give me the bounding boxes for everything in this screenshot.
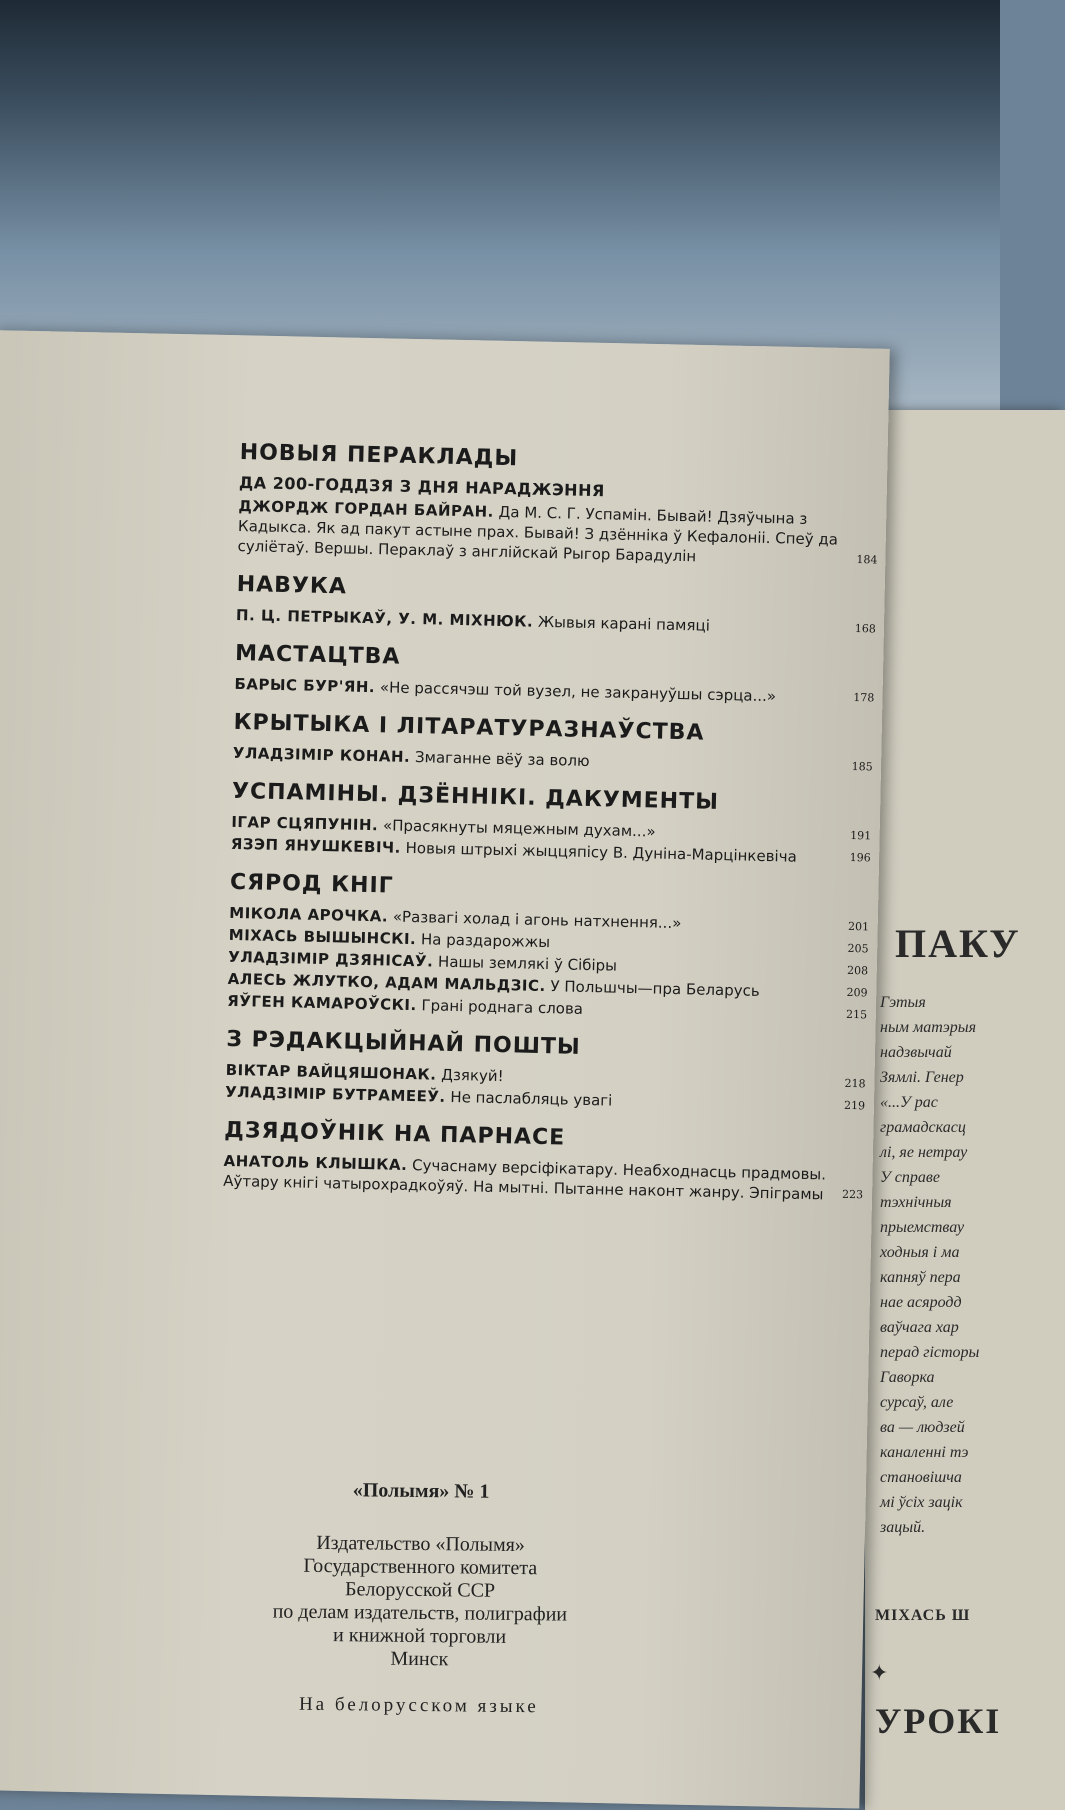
entry-title: Новыя штрыхі жыццяпісу В. Дуніна-Марцінкевіча xyxy=(405,838,797,866)
toc-entry xyxy=(234,674,874,709)
entry-title: «Развагі холад і агонь натхнення...» xyxy=(392,907,682,933)
publisher-line: Издательство «Полымя» xyxy=(316,1531,525,1557)
entry-title: Нашы землякі ў Сібіры xyxy=(437,952,618,975)
entry-title: У Польшчы—пра Беларусь xyxy=(550,977,760,1000)
entry-author: АЛЕСЬ ЖЛУТКО, АДАМ МАЛЬДЗІС. xyxy=(227,969,546,996)
entry-title: «Не рассячэш той вузел, не закрануўшы сэрца...» xyxy=(379,678,777,706)
entry-author: АНАТОЛЬ КЛЫШКА. xyxy=(223,1151,408,1174)
imprint xyxy=(199,1478,641,1720)
toc-section xyxy=(237,440,879,570)
right-page-line: сурсаў, але xyxy=(880,1394,954,1411)
right-page-line: ходныя і ма xyxy=(880,1244,960,1261)
right-page-line: У справе xyxy=(880,1169,940,1186)
entry-page-number: 208 xyxy=(846,963,869,978)
entry-author: УЛАДЗІМІР БУТРАМЕЕЎ. xyxy=(225,1082,446,1106)
entry-page-number: 178 xyxy=(853,690,875,705)
section-subheading: ДА 200-ГОДДЗЯ З ДНЯ НАРАДЖЭННЯ xyxy=(238,472,605,501)
toc-section xyxy=(236,572,877,640)
right-page-author: МІХАСЬ Ш xyxy=(875,1607,971,1624)
entry-author: МІКОЛА АРОЧКА. xyxy=(229,903,389,926)
star-ornament: ✦ xyxy=(870,1660,889,1685)
entry-title: Жывыя карані памяці xyxy=(537,612,711,635)
toc-entry xyxy=(223,1151,864,1206)
publisher-line: и книжной торговли xyxy=(332,1624,507,1648)
publisher-line: Минск xyxy=(390,1647,449,1671)
entry-page-number: 223 xyxy=(841,1187,864,1202)
right-page-line: Гаворка xyxy=(880,1369,935,1386)
table-of-contents xyxy=(223,440,880,1221)
section-heading: ДЗЯДОЎНІК НА ПАРНАСЕ xyxy=(224,1117,566,1151)
entry-title: «Прасякнуты мяцежным духам...» xyxy=(382,816,656,841)
right-page-line: лі, яе нетрау xyxy=(880,1144,968,1161)
entry-author: БАРЫС БУР'ЯН. xyxy=(234,674,376,697)
toc-section xyxy=(233,710,874,778)
section-heading: НОВЫЯ ПЕРАКЛАДЫ xyxy=(239,440,519,472)
right-page-line: ва — людзей xyxy=(880,1419,965,1436)
entry-page-number: 218 xyxy=(844,1076,866,1091)
right-page-title: ПАКУ xyxy=(895,921,1021,966)
entry-page-number: 219 xyxy=(843,1098,866,1113)
section-heading: КРЫТЫКА І ЛІТАРАТУРАЗНАЎСТВА xyxy=(233,709,705,746)
right-page-line: ным матэрыя xyxy=(880,1019,977,1036)
right-page-line: капняў пера xyxy=(880,1269,961,1286)
toc-section xyxy=(234,641,875,709)
toc-entry xyxy=(237,496,878,571)
right-page-body xyxy=(880,990,1005,1540)
entry-title: Сучаснаму версіфікатару. Неабходнасць прадмовы. Аўтару кнігі чатырохрадкоўяў. На мытні. Пытанне наконт жанру. Эпіграмы xyxy=(222,1156,827,1204)
right-page-line: Гэтыя xyxy=(880,994,926,1011)
entry-page-number: 185 xyxy=(851,759,873,774)
section-heading: СЯРОД КНІГ xyxy=(229,869,394,899)
right-page-line: тэхнічныя xyxy=(880,1194,952,1211)
entry-title: Не паслабляць увагі xyxy=(450,1087,613,1110)
right-page-line: «...У рас xyxy=(880,1094,938,1111)
toc-section xyxy=(223,1118,864,1206)
entry-page-number: 191 xyxy=(850,828,872,843)
toc-section xyxy=(231,779,873,869)
right-page-line: ваўчага хар xyxy=(880,1319,959,1336)
entry-title: Змаганне вёў за волю xyxy=(414,748,590,771)
toc-section xyxy=(227,870,870,1025)
right-page-line: мі ўсіх зацік xyxy=(880,1494,963,1511)
toc-section xyxy=(225,1027,867,1117)
right-page-line: перад гісторы xyxy=(880,1344,980,1361)
entry-page-number: 184 xyxy=(856,553,878,567)
entry-title: Грані роднага слова xyxy=(421,996,584,1018)
entry-author: ІГАР СЦЯПУНІН. xyxy=(231,812,379,835)
entry-author: ЯЗЭП ЯНУШКЕВІЧ. xyxy=(230,834,402,857)
entry-page-number: 209 xyxy=(846,985,868,1000)
entry-author: П. Ц. ПЕТРЫКАЎ, У. М. МІХНЮК. xyxy=(235,605,534,631)
entry-author: УЛАДЗІМІР ДЗЯНІСАЎ. xyxy=(228,947,434,971)
entry-author: ДЖОРДЖ ГОРДАН БАЙРАН. xyxy=(238,496,495,521)
section-heading: З РЭДАКЦЫЙНАЙ ПОШТЫ xyxy=(226,1026,581,1060)
right-page-next-title: УРОКІ xyxy=(875,1701,1002,1741)
entry-author: МІХАСЬ ВЫШЫНСКІ. xyxy=(228,925,417,949)
entry-title: На раздарожжы xyxy=(420,930,551,952)
right-page-line: становішча xyxy=(880,1469,962,1486)
right-page-line: нае асяродд xyxy=(880,1294,962,1311)
publisher-block xyxy=(199,1531,640,1674)
entry-title: Да М. С. Г. Успамін. Бывай! Дзяўчына з Кадыкса. Як ад пакут астыне прах. Бывай! З дзённіка ў Кефалоніі. Спеў да суліётаў. Вершы. Пераклаў з англійскай Рыгор Барадулін xyxy=(237,502,839,566)
entry-author: ЯЎГЕН КАМАРОЎСКІ. xyxy=(227,991,417,1015)
right-page-line: прыемствау xyxy=(880,1219,965,1236)
entry-title: Дзякуй! xyxy=(441,1065,504,1086)
entry-page-number: 168 xyxy=(854,622,877,636)
magazine-issue: «Полымя» № 1 xyxy=(352,1479,490,1503)
language-note: На белорусском языке xyxy=(298,1693,539,1718)
section-heading: МАСТАЦТВА xyxy=(234,640,401,670)
entry-page-number: 205 xyxy=(847,941,869,956)
right-page-line: Зямлі. Генер xyxy=(880,1069,964,1086)
toc-entry xyxy=(233,743,873,778)
section-heading: НАВУКА xyxy=(236,571,348,600)
right-page-line: надзвычай xyxy=(880,1044,952,1061)
entry-author: УЛАДЗІМІР КОНАН. xyxy=(232,743,411,766)
entry-page-number: 196 xyxy=(849,850,871,865)
right-page-line: грамадскасц xyxy=(880,1119,966,1136)
entry-author: ВІКТАР ВАЙЦЯШОНАК. xyxy=(225,1060,437,1084)
publisher-line: Государственного комитета xyxy=(303,1554,538,1580)
section-heading: УСПАМІНЫ. ДЗЁННІКІ. ДАКУМЕНТЫ xyxy=(231,778,720,815)
entry-page-number: 215 xyxy=(845,1007,868,1022)
right-page-line: каналенні тэ xyxy=(880,1444,969,1461)
entry-page-number: 201 xyxy=(847,919,870,934)
publisher-line: по делам издательств, полиграфии xyxy=(272,1600,568,1626)
right-page-line: зацый. xyxy=(880,1519,926,1536)
publisher-line: Белорусской ССР xyxy=(344,1578,496,1602)
toc-entry xyxy=(236,605,876,640)
